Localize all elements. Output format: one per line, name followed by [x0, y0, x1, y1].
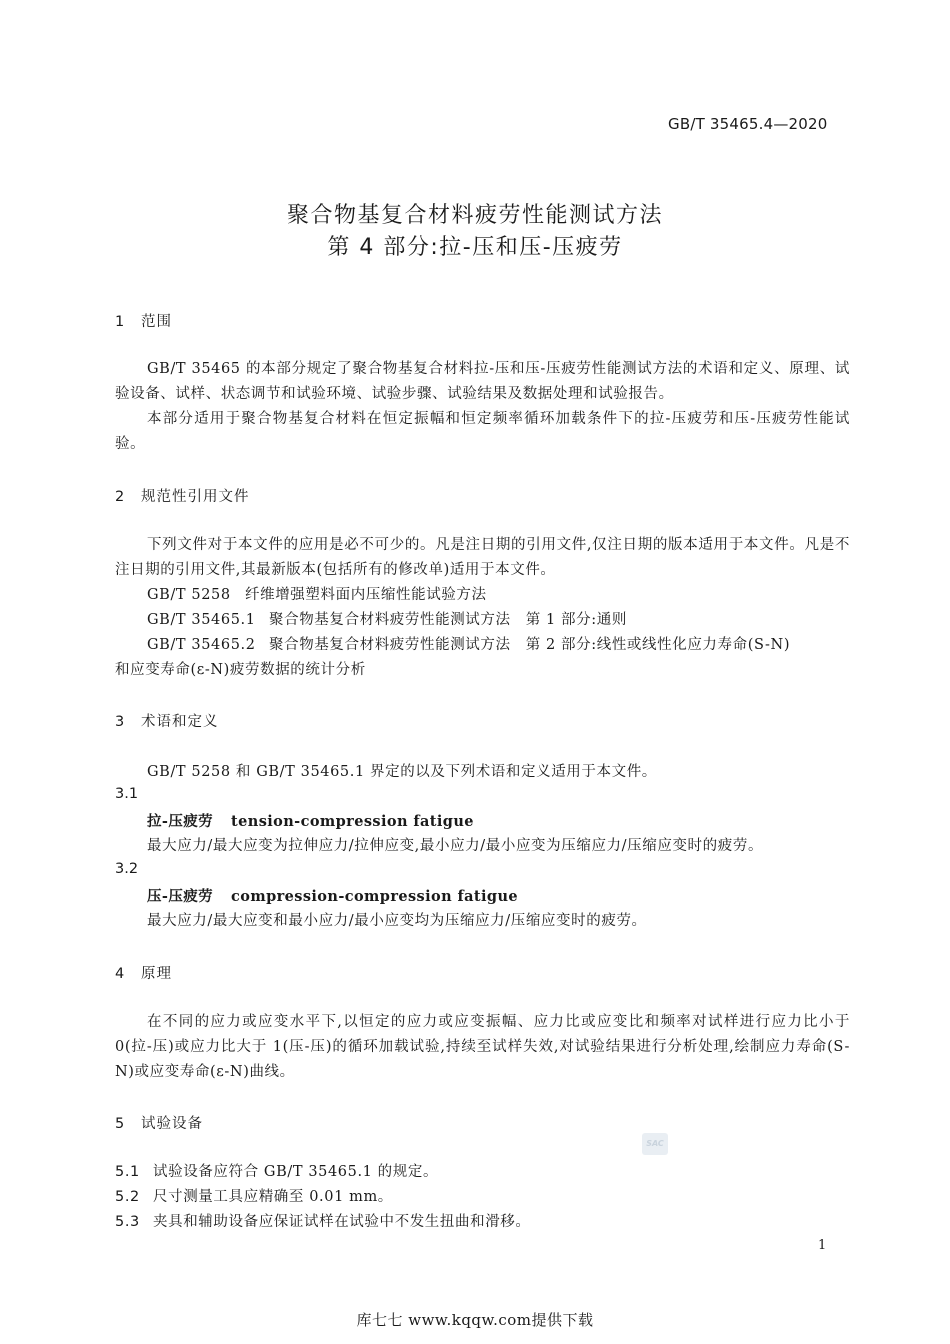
section-5-heading — [115, 1112, 203, 1133]
reference-1 — [147, 583, 487, 604]
item-text: 试验设备应符合 GB/T 35465.1 的规定。 — [153, 1164, 439, 1180]
section-3-intro: GB/T 5258 和 GB/T 35465.1 界定的以及下列术语和定义适用于本文件。 — [147, 764, 657, 780]
page-number: 1 — [818, 1238, 827, 1253]
term-chinese: 压-压疲劳 — [147, 888, 214, 905]
section-title: 术语和定义 — [141, 714, 219, 730]
reference-title: 聚合物基复合材料疲劳性能测试方法 第 1 部分:通则 — [269, 612, 627, 628]
item-number: 5.1 — [115, 1164, 140, 1180]
section-title: 范围 — [141, 314, 172, 330]
reference-code: GB/T 35465.2 — [147, 637, 256, 653]
section-1-paragraph-2: 本部分适用于聚合物基复合材料在恒定振幅和恒定频率循环加载条件下的拉-压疲劳和压-压疲劳性能试验。 — [115, 411, 850, 452]
section-number: 4 — [115, 966, 126, 982]
reference-2 — [147, 608, 627, 629]
item-5-1 — [115, 1160, 438, 1181]
title-line-2: 第 4 部分:拉-压和压-压疲劳 — [327, 235, 623, 260]
item-text: 夹具和辅助设备应保证试样在试验中不发生扭曲和滑移。 — [153, 1214, 531, 1230]
item-number: 5.2 — [115, 1189, 140, 1205]
term-english: compression-compression fatigue — [231, 888, 519, 905]
term-english: tension-compression fatigue — [231, 813, 474, 830]
item-5-2 — [115, 1185, 393, 1206]
term-chinese: 拉-压疲劳 — [147, 813, 214, 830]
reference-title: 纤维增强塑料面内压缩性能试验方法 — [245, 587, 487, 603]
term-1-definition: 最大应力/最大应变为拉伸应力/拉伸应变,最小应力/最小应变为压缩应力/压缩应变时的疲劳。 — [147, 838, 764, 854]
section-2-heading — [115, 485, 250, 506]
term-number: 3.1 — [115, 786, 139, 802]
section-title: 原理 — [141, 966, 172, 982]
standard-code: GB/T 35465.4—2020 — [668, 115, 828, 133]
item-5-3 — [115, 1210, 531, 1231]
term-1-title — [147, 810, 474, 831]
download-footer: 库七七 www.kqqw.com提供下载 — [356, 1311, 594, 1329]
section-3-heading — [115, 710, 219, 731]
section-title: 规范性引用文件 — [141, 489, 250, 505]
item-text: 尺寸测量工具应精确至 0.01 mm。 — [153, 1189, 393, 1205]
reference-3 — [147, 633, 790, 654]
term-2-definition: 最大应力/最大应变和最小应力/最小应变均为压缩应力/压缩应变时的疲劳。 — [147, 913, 647, 929]
reference-title: 聚合物基复合材料疲劳性能测试方法 第 2 部分:线性或线性化应力寿命(S-N) — [269, 637, 791, 653]
section-2-paragraph: 下列文件对于本文件的应用是必不可少的。凡是注日期的引用文件,仅注日期的版本适用于本文件。凡是不注日期的引用文件,其最新版本(包括所有的修改单)适用于本文件。 — [115, 537, 850, 578]
section-title: 试验设备 — [141, 1116, 203, 1132]
section-number: 1 — [115, 314, 126, 330]
section-1-heading — [115, 310, 172, 331]
reference-3-continuation: 和应变寿命(ε-N)疲劳数据的统计分析 — [115, 662, 366, 678]
reference-code: GB/T 35465.1 — [147, 612, 256, 628]
section-number: 3 — [115, 714, 126, 730]
reference-code: GB/T 5258 — [147, 587, 231, 603]
section-number: 2 — [115, 489, 126, 505]
term-2-title — [147, 885, 518, 906]
term-number: 3.2 — [115, 861, 139, 877]
section-number: 5 — [115, 1116, 126, 1132]
title-line-1: 聚合物基复合材料疲劳性能测试方法 — [286, 203, 663, 228]
section-4-heading — [115, 962, 172, 983]
section-1-paragraph-1: GB/T 35465 的本部分规定了聚合物基复合材料拉-压和压-压疲劳性能测试方法的术语和定义、原理、试验设备、试样、状态调节和试验环境、试验步骤、试验结果及数据处理和试验报告。 — [115, 361, 850, 402]
section-4-paragraph: 在不同的应力或应变水平下,以恒定的应力或应变振幅、应力比或应变比和频率对试样进行应力比小于 0(拉-压)或应力比大于 1(压-压)的循环加载试验,持续至试样失效,对试验结果进行分析处理,绘制应力寿命(S-N)或应变寿命(ε-N)曲线。 — [115, 1014, 850, 1080]
item-number: 5.3 — [115, 1214, 140, 1230]
sac-watermark-logo: SAC — [642, 1133, 668, 1155]
